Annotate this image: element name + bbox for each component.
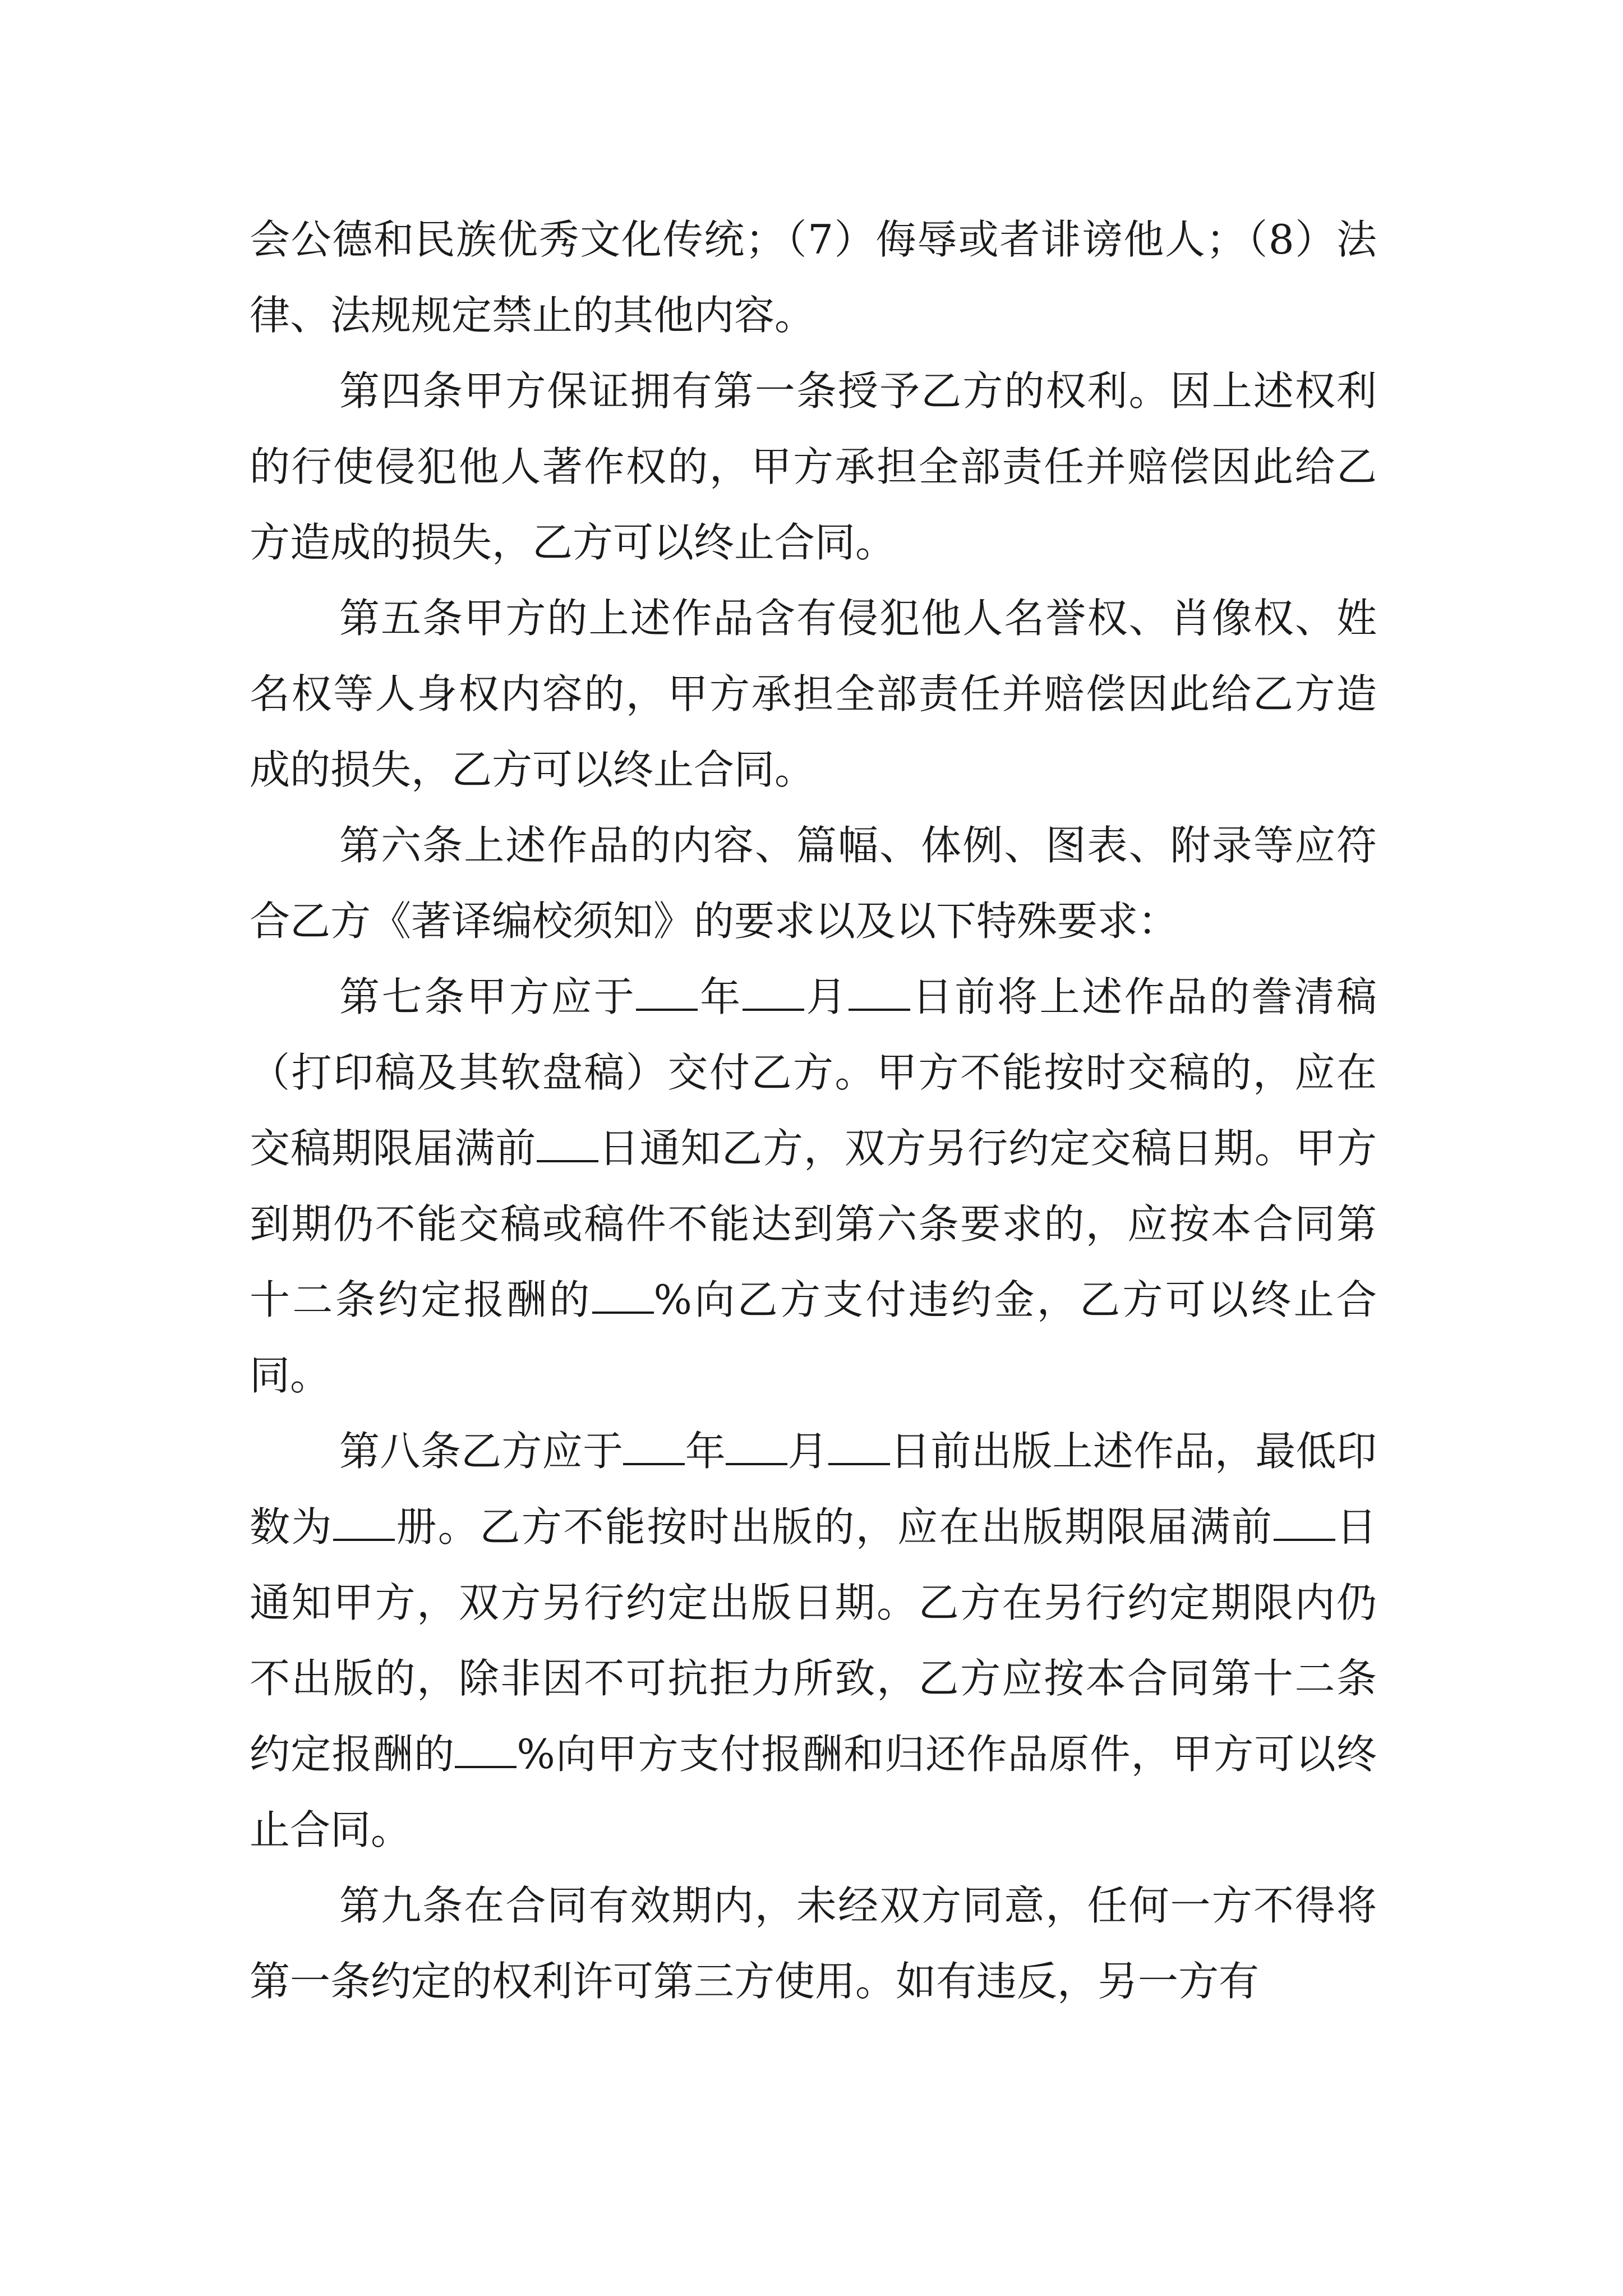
text-segment: 日前出版上述作品，最低印数为 [250, 1428, 1377, 1550]
fill-in-blank [743, 974, 804, 1011]
fill-in-blank [636, 974, 698, 1011]
p-article-8 [250, 1414, 1377, 1868]
fill-in-blank [592, 1277, 654, 1314]
p-continuation [250, 202, 1377, 353]
text-segment: 月 [787, 1428, 828, 1475]
text-segment: 第六条上述作品的内容、篇幅、体例、图表、附录等应符合乙方《著译编校须知》的要求以及以下特殊要求： [250, 822, 1377, 945]
fill-in-blank [1274, 1504, 1335, 1541]
p-article-9 [250, 1868, 1377, 2019]
text-segment: 册。乙方不能按时出版的，应在出版期限届满前 [394, 1503, 1274, 1550]
text-segment: 年 [698, 973, 743, 1020]
p-article-4 [250, 353, 1377, 581]
text-segment: 第八条乙方应于 [339, 1428, 624, 1475]
text-segment: 日通知乙方，双方另行约定交稿日期。甲方到期仍不能交稿或稿件不能达到第六条要求的，应按本合同第十二条约定报酬的 [250, 1125, 1377, 1323]
text-segment: %向乙方支付违约金，乙方可以终止合同。 [250, 1276, 1377, 1399]
p-article-5 [250, 581, 1377, 808]
text-segment: 第五条甲方的上述作品含有侵犯他人名誉权、肖像权、姓名权等人身权内容的，甲方承担全部责任并赔偿因此给乙方造成的损失，乙方可以终止合同。 [250, 595, 1377, 793]
document-body [250, 202, 1377, 2019]
text-segment: 日通知甲方，双方另行约定出版日期。乙方在另行约定期限内仍不出版的，除非因不可抗拒力所致，乙方应按本合同第十二条约定报酬的 [250, 1503, 1377, 1778]
fill-in-blank [849, 974, 910, 1011]
text-segment: 年 [685, 1428, 726, 1475]
text-segment: 第四条甲方保证拥有第一条授予乙方的权利。因上述权利的行使侵犯他人著作权的，甲方承担全部责任并赔偿因此给乙方造成的损失，乙方可以终止合同。 [250, 367, 1377, 566]
text-segment: %向甲方支付报酬和归还作品原件，甲方可以终止合同。 [250, 1731, 1377, 1853]
fill-in-blank [455, 1731, 517, 1768]
text-segment: 第九条在合同有效期内，未经双方同意，任何一方不得将第一条约定的权利许可第三方使用。如有违反，另一方有 [250, 1882, 1377, 2005]
fill-in-blank [333, 1504, 395, 1541]
fill-in-blank [828, 1428, 890, 1465]
fill-in-blank [623, 1428, 685, 1465]
p-article-7 [250, 959, 1377, 1414]
text-segment: 月 [804, 973, 849, 1020]
text-segment: 日前将上述作品的誊清稿（打印稿及其软盘稿）交付乙方。甲方不能按时交稿的，应在交稿期限届满前 [250, 973, 1377, 1172]
p-article-6 [250, 808, 1377, 959]
fill-in-blank [537, 1125, 598, 1162]
text-segment: 会公德和民族优秀文化传统；（7）侮辱或者诽谤他人；（8）法律、法规规定禁止的其他内容。 [250, 216, 1377, 339]
fill-in-blank [726, 1428, 787, 1465]
text-segment: 第七条甲方应于 [339, 973, 637, 1020]
